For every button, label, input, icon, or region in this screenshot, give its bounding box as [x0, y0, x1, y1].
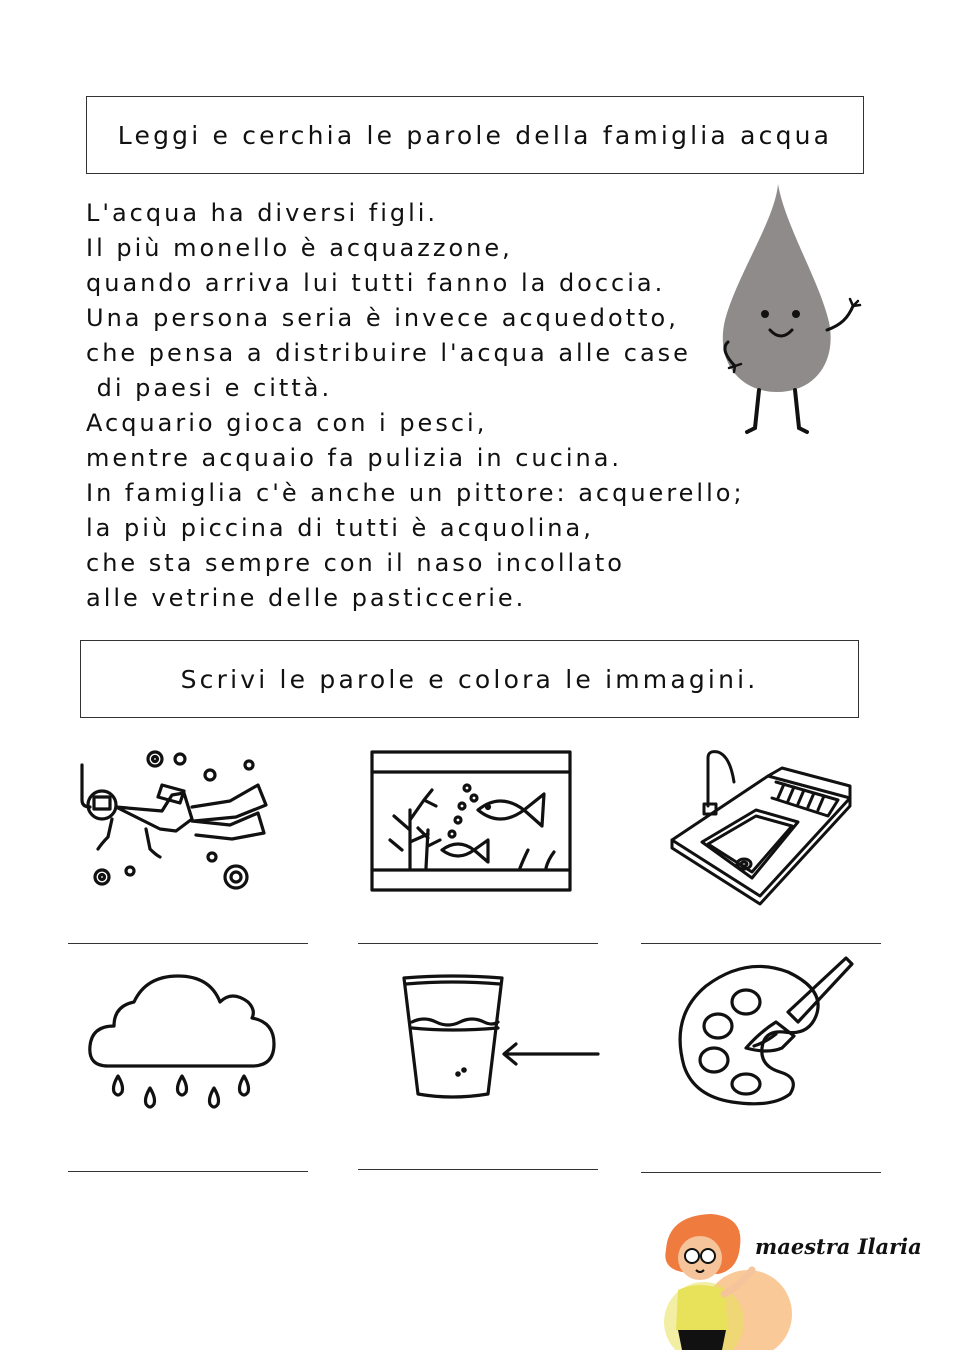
aquarium-icon: [370, 750, 572, 892]
answer-line[interactable]: [641, 1172, 881, 1173]
answer-line[interactable]: [68, 943, 308, 944]
poem-line: quando arriva lui tutti fanno la doccia.: [86, 269, 666, 297]
instruction-text: Scrivi le parole e colora le immagini.: [180, 664, 759, 694]
kitchen-sink-icon: [668, 748, 854, 906]
brand-logo-text: maestra Ilaria: [755, 1234, 922, 1259]
scuba-diver-icon: [72, 745, 272, 895]
answer-line[interactable]: [358, 1169, 598, 1170]
poem-line: la più piccina di tutti è acquolina,: [86, 514, 594, 542]
poem-line: che sta sempre con il naso incollato: [86, 549, 625, 577]
maestra-ilaria-logo: [648, 1210, 798, 1350]
poem-line: Una persona seria è invece acquedotto,: [86, 304, 679, 332]
paint-palette-icon: [676, 956, 854, 1108]
instruction-text: Leggi e cerchia le parole della famiglia acqua: [117, 120, 833, 150]
water-glass-icon: [402, 974, 602, 1102]
poem-line: Il più monello è acquazzone,: [86, 234, 513, 262]
poem-line: che pensa a distribuire l'acqua alle case: [86, 339, 691, 367]
answer-line[interactable]: [358, 943, 598, 944]
answer-line[interactable]: [68, 1171, 308, 1172]
poem-line: Acquario gioca con i pesci,: [86, 409, 488, 437]
rain-cloud-icon: [86, 972, 280, 1114]
poem-line: In famiglia c'è anche un pittore: acquerello;: [86, 479, 745, 507]
poem: [86, 196, 776, 616]
instruction-box-write-color: [80, 640, 859, 718]
water-drop-mascot-icon: [715, 180, 875, 445]
instruction-box-read-circle: [86, 96, 864, 174]
poem-line: alle vetrine delle pasticcerie.: [86, 584, 527, 612]
poem-line: di paesi e città.: [86, 374, 333, 402]
poem-line: mentre acquaio fa pulizia in cucina.: [86, 444, 623, 472]
poem-line: L'acqua ha diversi figli.: [86, 199, 439, 227]
answer-line[interactable]: [641, 943, 881, 944]
